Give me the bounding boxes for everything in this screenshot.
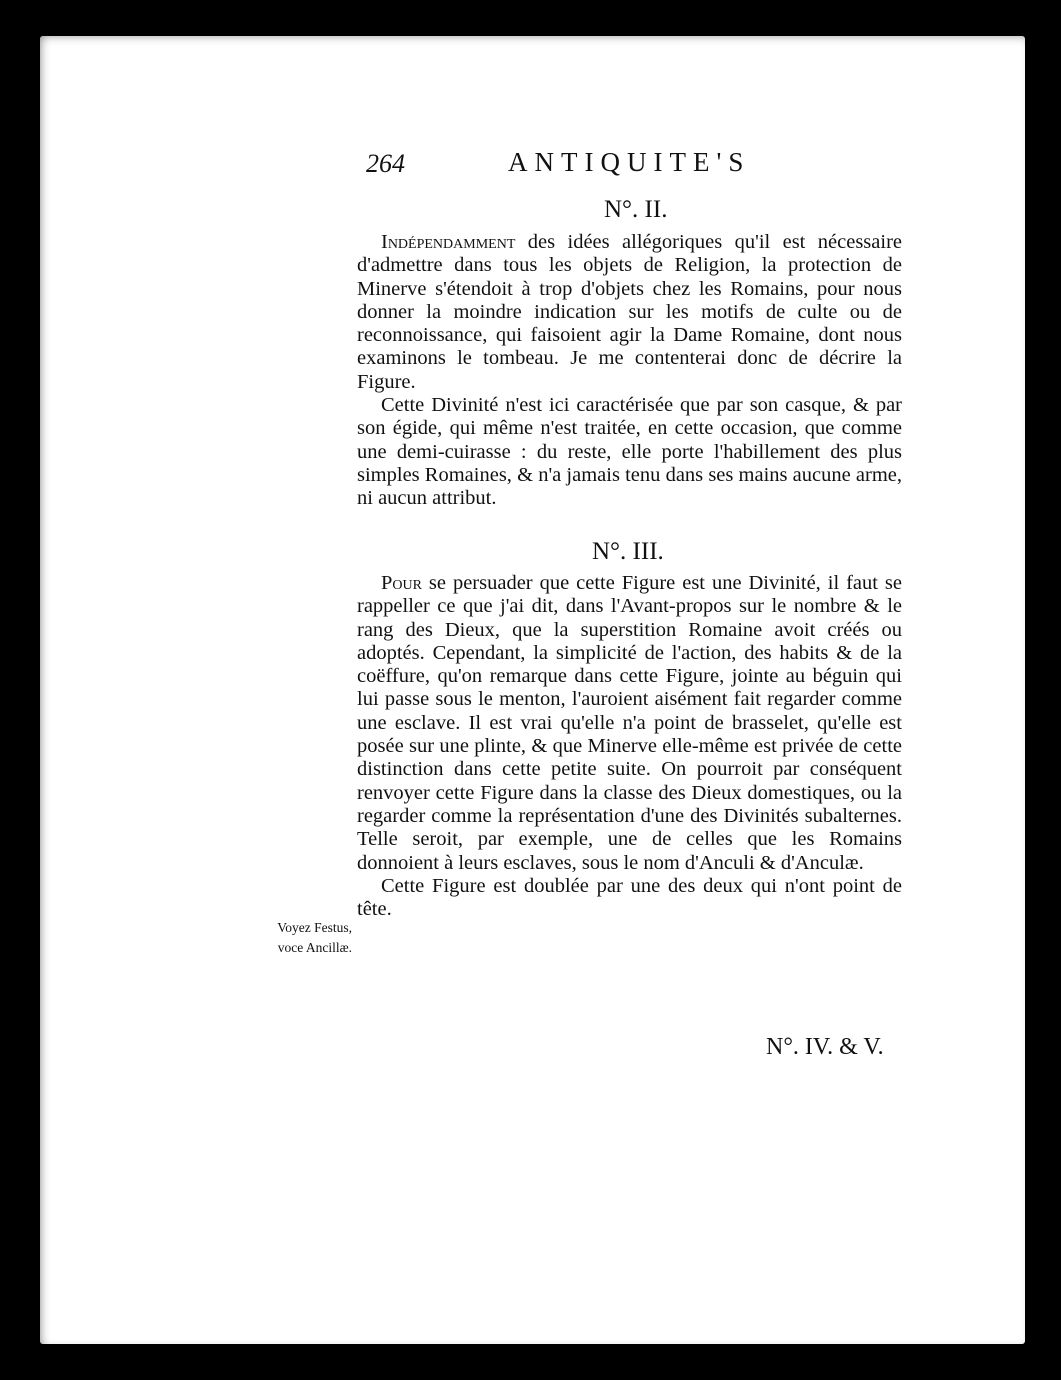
paragraph: Cette Figure est doublée par une des deux qui n'ont point de tête. [357, 874, 902, 921]
section-heading-2: N°. II. [604, 196, 668, 223]
page-number: 264 [366, 149, 405, 178]
marginal-line: voce Ancillæ. [277, 940, 352, 955]
paragraph: Cette Divinité n'est ici caractérisée que par son casque, & par son égide, qui même n'est traitée, en cette occasion, que comme une demi-cuirasse : du reste, elle porte l'habillement des plus simples Romaines, & n'a jamais tenu dans ses mains aucune arme, ni aucun attribut. [357, 394, 902, 510]
page-header [366, 147, 770, 183]
paragraph [357, 231, 902, 394]
paragraph-lead: Pour [381, 572, 422, 594]
marginal-line: Voyez Festus, [277, 920, 352, 935]
running-title: ANTIQUITE'S [508, 147, 751, 177]
catchword: N°. IV. & V. [766, 1034, 884, 1060]
section-3-body [357, 572, 902, 921]
section-2-body [357, 231, 902, 511]
marginal-note [228, 918, 352, 958]
paragraph-lead: Indépendamment [381, 231, 516, 253]
paragraph [357, 572, 902, 875]
section-heading-3: N°. III. [592, 538, 664, 565]
paragraph-text: se persuader que cette Figure est une Divinité, il faut se rappeller ce que j'ai dit, dans l'Avant-propos sur le nombre & le rang des Dieux, que la superstition Romaine avoit créés ou adoptés. Cependant, la simplicité de l'action, des habits & de la coëffure, qu'on remarque dans cette Figure, jointe au béguin qui lui passe sous le menton, l'auroient aisément fait regarder comme une esclave. Il est vrai qu'elle n'a point de brasselet, qu'elle est posée sur une plinte, & que Minerve elle-même est privée de cette distinction dans cette petite suite. On pourroit par conséquent renvoyer cette Figure dans la classe des Dieux domestiques, ou la regarder comme la représentation d'une des Divinités subalternes. Telle seroit, par exemple, une de celles que les Romains donnoient à leurs esclaves, sous le nom d'Anculi & d'Anculæ. [357, 572, 902, 874]
paragraph-text: des idées allégoriques qu'il est nécessaire d'admettre dans tous les objets de Religion, la protection de Minerve s'étendoit à trop d'objets chez les Romains, pour nous donner la moindre indication sur les motifs de culte ou de reconnoissance, qui faisoient agir la Dame Romaine, dont nous examinons le tombeau. Je me contenterai donc de décrire la Figure. [357, 231, 902, 393]
